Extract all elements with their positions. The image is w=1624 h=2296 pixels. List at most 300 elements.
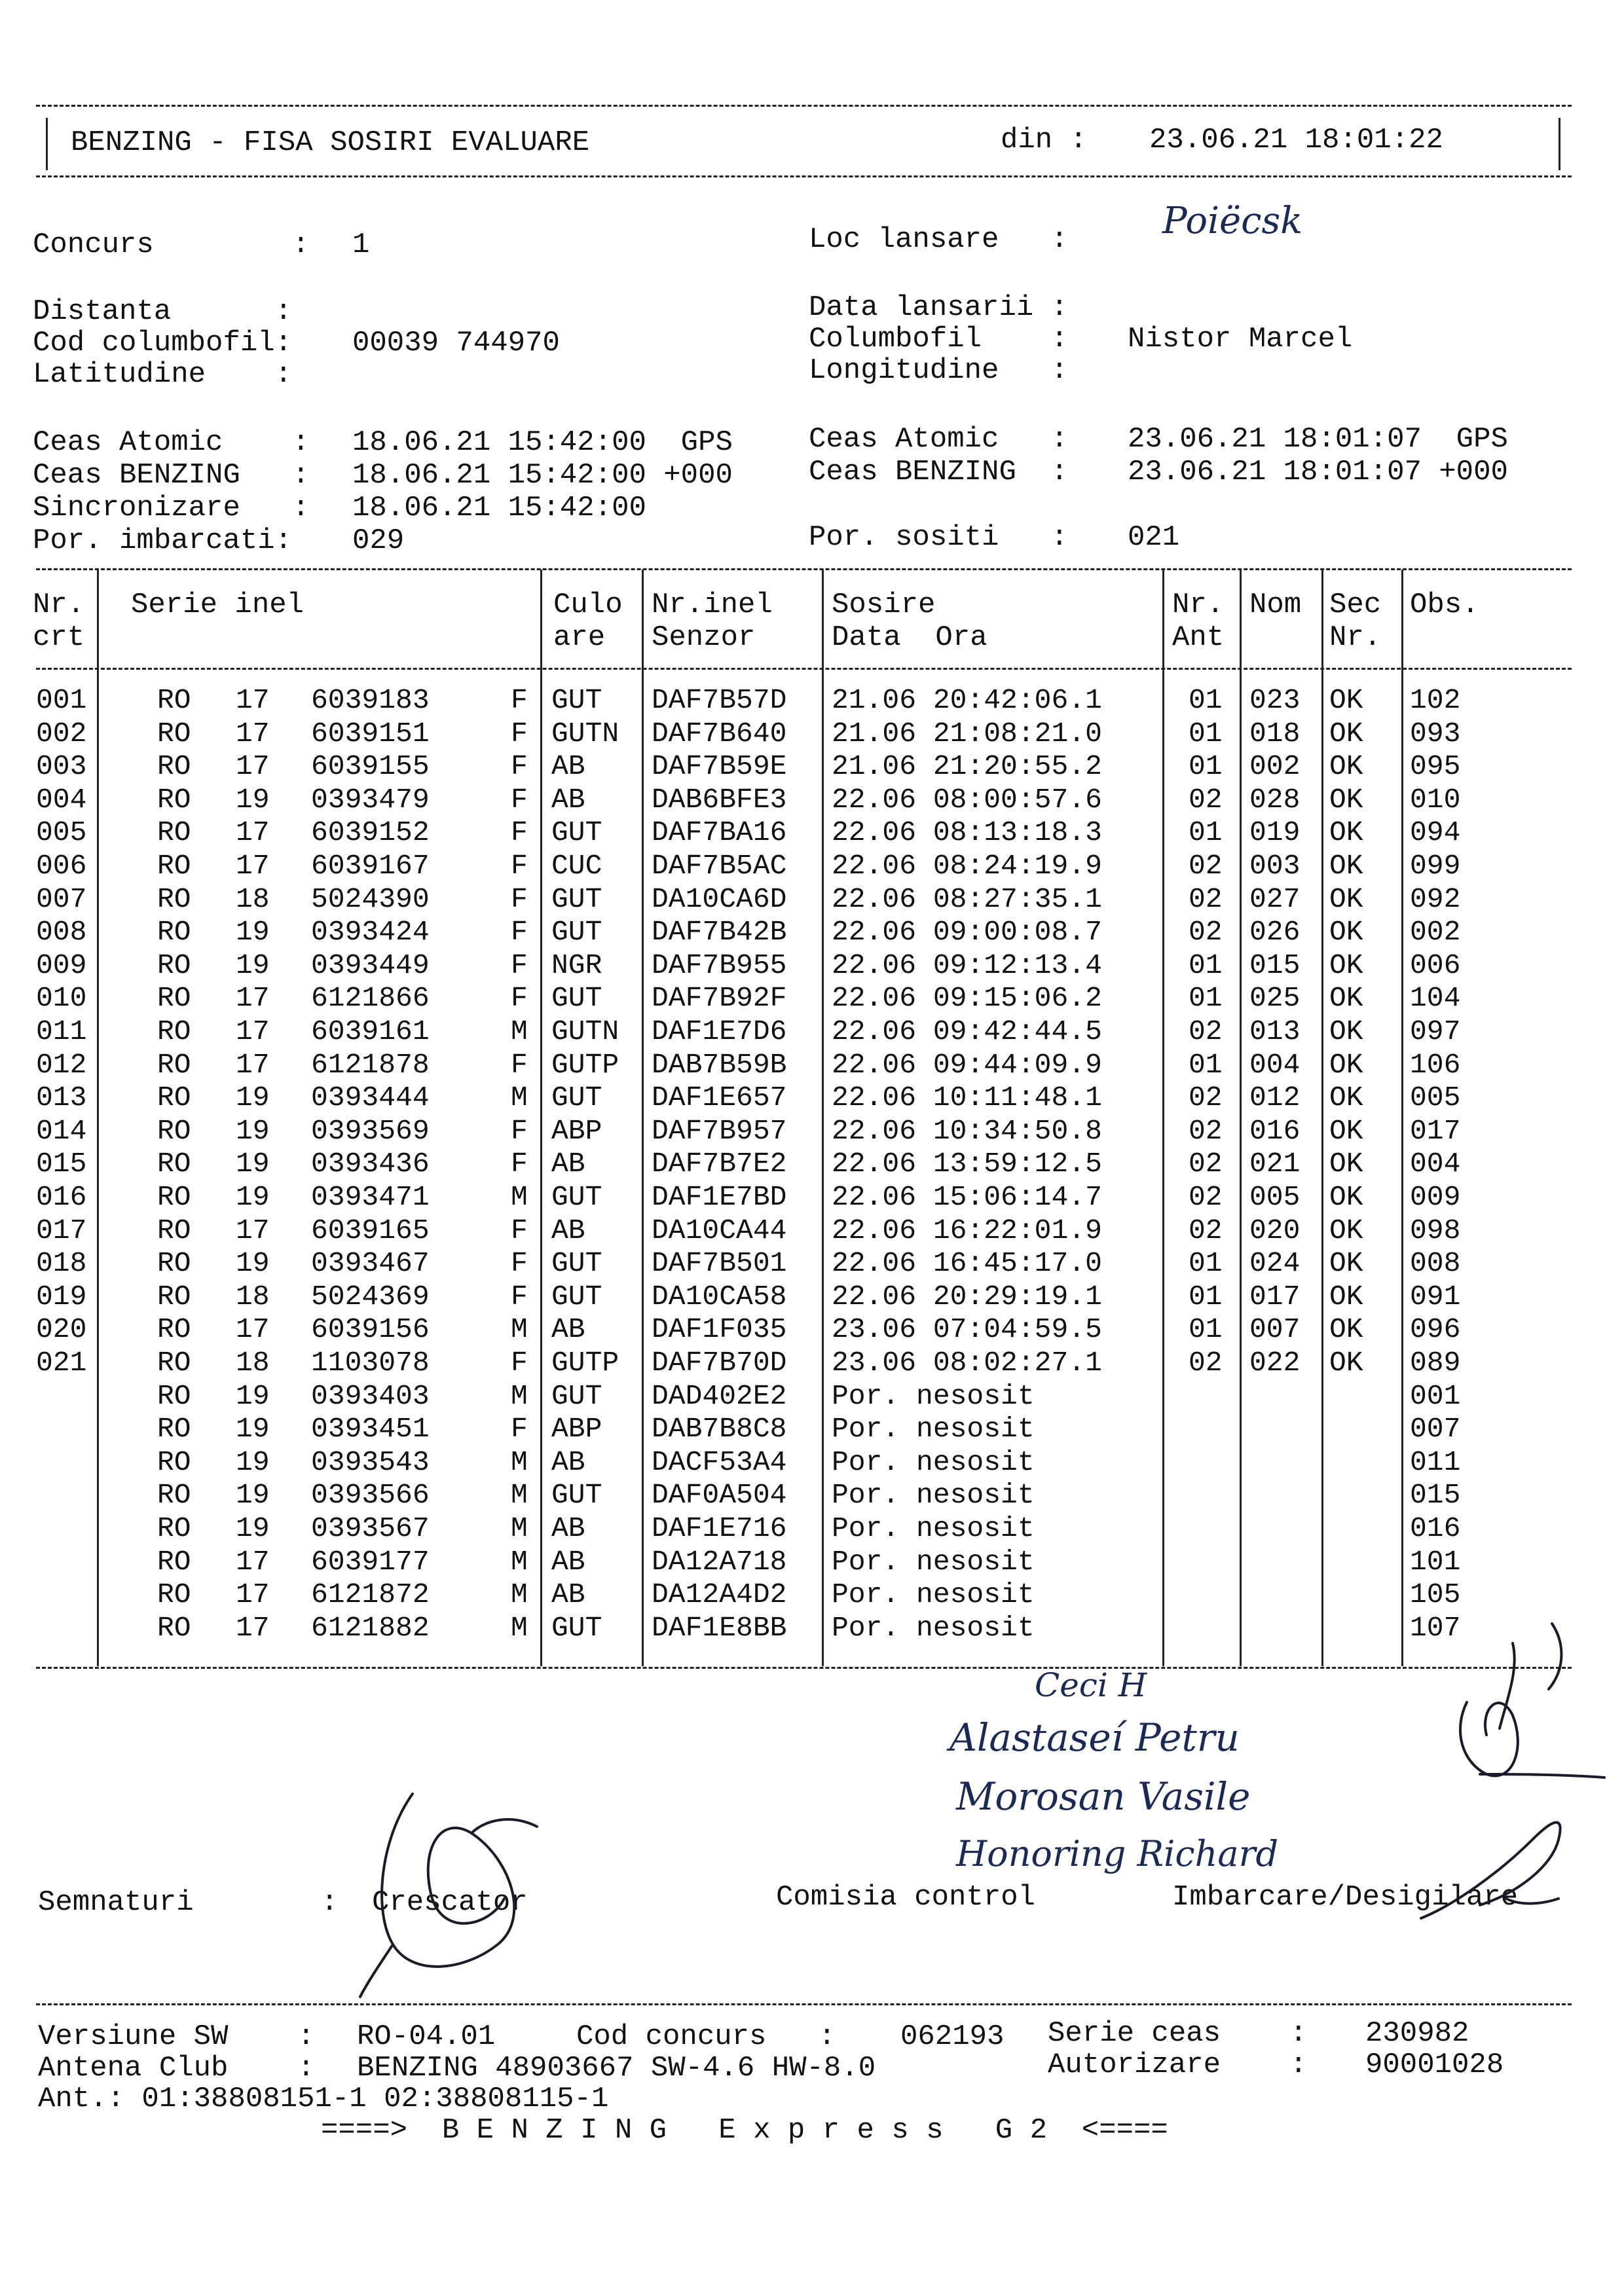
row-country: RO [157, 1281, 191, 1313]
row-sex: F [511, 949, 528, 981]
row-year: 19 [236, 1512, 270, 1544]
row-country: RO [157, 1181, 191, 1213]
row-antenna: 02 [1189, 1115, 1223, 1147]
row-sex: F [511, 916, 528, 948]
row-ring-number: 0393543 [311, 1446, 430, 1478]
row-sensor: DA10CA58 [652, 1281, 787, 1313]
row-arrival: 22.06 08:27:35.1 [832, 883, 1102, 915]
row-year: 17 [236, 1015, 270, 1048]
row-nom: 007 [1249, 1313, 1301, 1345]
row-color: AB [551, 1578, 585, 1611]
header-sosire-1: Sosire [832, 589, 936, 621]
row-ring-number: 6039167 [311, 850, 430, 882]
row-country: RO [157, 1214, 191, 1247]
row-ring-number: 6039152 [311, 816, 430, 848]
table-row [0, 1247, 1624, 1280]
row-nom: 025 [1249, 982, 1301, 1014]
row-sensor: DAF1E8BB [652, 1612, 787, 1644]
row-nom: 004 [1249, 1049, 1301, 1081]
row-arrival: 22.06 09:44:09.9 [832, 1049, 1102, 1081]
row-sex: F [511, 1281, 528, 1313]
row-crt: 006 [36, 850, 87, 882]
row-obs: 095 [1410, 750, 1461, 782]
row-arrival: 22.06 09:42:44.5 [832, 1015, 1102, 1048]
row-sex: M [511, 1512, 528, 1544]
table-top-rule [36, 568, 1572, 570]
antenna-list: Ant.: 01:38808151-1 02:38808115-1 [38, 2083, 609, 2115]
row-ring-number: 5024369 [311, 1281, 430, 1313]
header-nr-ant-1: Nr. [1172, 589, 1225, 621]
table-row [0, 1115, 1624, 1148]
row-ring-number: 6121866 [311, 982, 430, 1014]
row-antenna: 01 [1189, 816, 1223, 848]
row-sensor: DAF1E7BD [652, 1181, 787, 1213]
row-country: RO [157, 850, 191, 882]
row-year: 17 [236, 1578, 270, 1611]
row-country: RO [157, 1347, 191, 1379]
row-antenna: 02 [1189, 916, 1223, 948]
row-ring-number: 0393403 [311, 1380, 430, 1412]
concurs-label: Concurs : [33, 228, 310, 261]
row-sensor: DAF7B957 [652, 1115, 787, 1147]
row-ring-number: 6039165 [311, 1214, 430, 1247]
header-nr-crt-2: crt [33, 621, 85, 654]
row-sec: OK [1329, 982, 1363, 1014]
row-color: GUT [551, 1380, 602, 1412]
row-obs: 010 [1410, 784, 1461, 816]
imbarcare-label: Imbarcare/Desigilare [1172, 1881, 1519, 1914]
versiune-sw-label: Versiune SW : [38, 2020, 315, 2053]
row-arrival: 22.06 16:22:01.9 [832, 1214, 1102, 1247]
crescator-label: Crescator [372, 1886, 528, 1919]
row-nom: 015 [1249, 949, 1301, 981]
row-sensor: DAF7B955 [652, 949, 787, 981]
row-ring-number: 0393444 [311, 1082, 430, 1114]
row-crt: 019 [36, 1281, 87, 1313]
row-obs: 011 [1410, 1446, 1461, 1478]
row-obs: 091 [1410, 1281, 1461, 1313]
row-country: RO [157, 1578, 191, 1611]
row-year: 19 [236, 1115, 270, 1147]
row-color: GUT [551, 816, 602, 848]
distanta-label: Distanta : [33, 295, 293, 328]
row-arrival: Por. nesosit [832, 1512, 1035, 1544]
row-country: RO [157, 1148, 191, 1180]
row-arrival: 21.06 21:08:21.0 [832, 718, 1102, 750]
header-bottom-rule [36, 175, 1572, 177]
row-nom: 019 [1249, 816, 1301, 848]
row-antenna: 02 [1189, 1214, 1223, 1247]
row-crt: 005 [36, 816, 87, 848]
row-country: RO [157, 1380, 191, 1412]
row-country: RO [157, 1015, 191, 1048]
control-signature-mark-bottom [1401, 1807, 1598, 1931]
row-crt: 013 [36, 1082, 87, 1114]
row-year: 17 [236, 1049, 270, 1081]
row-ring-number: 0393449 [311, 949, 430, 981]
table-row [0, 816, 1624, 849]
row-ring-number: 0393451 [311, 1413, 430, 1445]
row-sensor: DAB7B8C8 [652, 1413, 787, 1445]
row-ring-number: 6121872 [311, 1578, 430, 1611]
row-ring-number: 5024390 [311, 883, 430, 915]
row-color: GUT [551, 1479, 602, 1511]
ceas-benzing-end-value: 23.06.21 18:01:07 +000 [1128, 456, 1508, 488]
concurs-value: 1 [352, 228, 370, 261]
row-sec: OK [1329, 850, 1363, 882]
row-color: GUTN [551, 718, 619, 750]
row-sec: OK [1329, 1281, 1363, 1313]
row-antenna: 01 [1189, 1281, 1223, 1313]
row-obs: 006 [1410, 949, 1461, 981]
row-antenna: 01 [1189, 684, 1223, 716]
row-color: GUT [551, 916, 602, 948]
cod-columbofil-value: 00039 744970 [352, 327, 560, 359]
row-sensor: DAF1E657 [652, 1082, 787, 1114]
latitudine-label: Latitudine : [33, 358, 293, 391]
row-obs: 097 [1410, 1015, 1461, 1048]
row-sensor: DAF1E716 [652, 1512, 787, 1544]
row-obs: 002 [1410, 916, 1461, 948]
header-culoare-2: are [553, 621, 606, 654]
row-ring-number: 6039177 [311, 1546, 430, 1578]
row-nom: 028 [1249, 784, 1301, 816]
row-arrival: 21.06 21:20:55.2 [832, 750, 1102, 782]
row-ring-number: 6121878 [311, 1049, 430, 1081]
table-bottom-rule [36, 1667, 1572, 1669]
row-sec: OK [1329, 718, 1363, 750]
table-header-rule [36, 668, 1572, 670]
row-antenna: 02 [1189, 1082, 1223, 1114]
row-sensor: DAF7B70D [652, 1347, 787, 1379]
row-sensor: DA12A4D2 [652, 1578, 787, 1611]
header-obs: Obs. [1410, 589, 1479, 621]
row-antenna: 01 [1189, 982, 1223, 1014]
row-sex: M [511, 1546, 528, 1578]
header-nr-inel-2: Senzor [652, 621, 756, 654]
row-country: RO [157, 718, 191, 750]
row-country: RO [157, 883, 191, 915]
comisia-control-label: Comisia control [776, 1881, 1036, 1914]
row-color: GUT [551, 1281, 602, 1313]
row-sex: M [511, 1479, 528, 1511]
row-arrival: 22.06 10:34:50.8 [832, 1115, 1102, 1147]
table-row [0, 1479, 1624, 1512]
row-crt: 009 [36, 949, 87, 981]
row-antenna: 02 [1189, 1181, 1223, 1213]
row-crt: 011 [36, 1015, 87, 1048]
header-right-border [1559, 118, 1560, 170]
loc-lansare-value: Poiëcsk [1162, 200, 1303, 242]
row-sensor: DA12A718 [652, 1546, 787, 1578]
row-sensor: DAF7B5AC [652, 850, 787, 882]
row-nom: 012 [1249, 1082, 1301, 1114]
ceas-atomic-end-label: Ceas Atomic : [809, 423, 1069, 456]
row-color: AB [551, 1546, 585, 1578]
row-obs: 094 [1410, 816, 1461, 848]
row-color: AB [551, 1446, 585, 1478]
row-year: 17 [236, 1546, 270, 1578]
row-ring-number: 6039183 [311, 684, 430, 716]
row-color: AB [551, 784, 585, 816]
row-obs: 101 [1410, 1546, 1461, 1578]
row-color: GUT [551, 883, 602, 915]
commission-signature-1: Ceci H [1035, 1666, 1147, 1704]
row-year: 17 [236, 718, 270, 750]
table-row [0, 1181, 1624, 1214]
row-nom: 018 [1249, 718, 1301, 750]
loc-lansare-label: Loc lansare : [809, 223, 1069, 256]
data-lansarii-label: Data lansarii : [809, 291, 1069, 324]
row-year: 17 [236, 750, 270, 782]
row-crt: 012 [36, 1049, 87, 1081]
row-sex: F [511, 1413, 528, 1445]
row-country: RO [157, 1546, 191, 1578]
row-arrival: 22.06 09:15:06.2 [832, 982, 1102, 1014]
row-arrival: Por. nesosit [832, 1578, 1035, 1611]
row-arrival: 22.06 08:24:19.9 [832, 850, 1102, 882]
row-year: 18 [236, 883, 270, 915]
row-sex: F [511, 784, 528, 816]
row-crt: 002 [36, 718, 87, 750]
table-row [0, 982, 1624, 1015]
header-serie-inel: Serie inel [131, 589, 304, 621]
row-sec: OK [1329, 949, 1363, 981]
row-sec: OK [1329, 816, 1363, 848]
row-antenna: 01 [1189, 1247, 1223, 1279]
row-sex: F [511, 883, 528, 915]
row-arrival: Por. nesosit [832, 1479, 1035, 1511]
row-nom: 024 [1249, 1247, 1301, 1279]
row-country: RO [157, 784, 191, 816]
row-obs: 017 [1410, 1115, 1461, 1147]
row-sex: F [511, 1247, 528, 1279]
row-ring-number: 6039161 [311, 1015, 430, 1048]
row-color: GUT [551, 1247, 602, 1279]
row-year: 19 [236, 1181, 270, 1213]
row-crt: 018 [36, 1247, 87, 1279]
row-ring-number: 6121882 [311, 1612, 430, 1644]
row-sex: F [511, 1214, 528, 1247]
row-sec: OK [1329, 750, 1363, 782]
row-crt: 001 [36, 684, 87, 716]
row-nom: 005 [1249, 1181, 1301, 1213]
header-sec-2: Nr. [1329, 621, 1382, 654]
header-nr-crt-1: Nr. [33, 589, 85, 621]
row-color: ABP [551, 1115, 602, 1147]
row-crt: 007 [36, 883, 87, 915]
row-color: GUT [551, 1082, 602, 1114]
row-nom: 021 [1249, 1148, 1301, 1180]
row-sex: M [511, 1578, 528, 1611]
table-row [0, 684, 1624, 717]
table-row [0, 916, 1624, 949]
row-sensor: DAB6BFE3 [652, 784, 787, 816]
row-country: RO [157, 1313, 191, 1345]
row-sex: F [511, 982, 528, 1014]
table-row [0, 1347, 1624, 1379]
row-color: CUC [551, 850, 602, 882]
row-sec: OK [1329, 883, 1363, 915]
sincronizare-label: Sincronizare : [33, 492, 310, 524]
row-ring-number: 0393424 [311, 916, 430, 948]
row-country: RO [157, 949, 191, 981]
row-color: ABP [551, 1413, 602, 1445]
row-color: GUTN [551, 1015, 619, 1048]
row-year: 17 [236, 684, 270, 716]
table-row [0, 1512, 1624, 1545]
row-year: 19 [236, 949, 270, 981]
row-nom: 013 [1249, 1015, 1301, 1048]
row-sensor: DAF7B92F [652, 982, 787, 1014]
row-sec: OK [1329, 1247, 1363, 1279]
footer-rule [36, 2003, 1572, 2005]
commission-signature-3: Morosan Vasile [956, 1774, 1251, 1819]
row-ring-number: 6039151 [311, 718, 430, 750]
columbofil-value: Nistor Marcel [1128, 323, 1353, 355]
row-year: 19 [236, 1380, 270, 1412]
row-arrival: 22.06 08:00:57.6 [832, 784, 1102, 816]
row-country: RO [157, 1479, 191, 1511]
row-country: RO [157, 1049, 191, 1081]
ceas-benzing-start-value: 18.06.21 15:42:00 +000 [352, 459, 733, 492]
row-year: 17 [236, 816, 270, 848]
row-obs: 005 [1410, 1082, 1461, 1114]
row-obs: 104 [1410, 982, 1461, 1014]
por-sositi-value: 021 [1128, 521, 1180, 554]
row-arrival: 22.06 10:11:48.1 [832, 1082, 1102, 1114]
row-nom: 020 [1249, 1214, 1301, 1247]
row-sec: OK [1329, 916, 1363, 948]
row-color: NGR [551, 949, 602, 981]
row-sensor: DACF53A4 [652, 1446, 787, 1478]
row-obs: 107 [1410, 1612, 1461, 1644]
row-sex: F [511, 718, 528, 750]
row-year: 19 [236, 784, 270, 816]
row-color: GUT [551, 982, 602, 1014]
row-arrival: 22.06 16:45:17.0 [832, 1247, 1102, 1279]
row-sec: OK [1329, 684, 1363, 716]
row-country: RO [157, 982, 191, 1014]
row-color: GUT [551, 1612, 602, 1644]
row-obs: 105 [1410, 1578, 1461, 1611]
row-year: 18 [236, 1347, 270, 1379]
row-sex: M [511, 1446, 528, 1478]
header-sec-1: Sec [1329, 589, 1382, 621]
row-country: RO [157, 816, 191, 848]
ceas-atomic-end-value: 23.06.21 18:01:07 GPS [1128, 423, 1508, 456]
row-sensor: DA10CA6D [652, 883, 787, 915]
row-sensor: DAF7B59E [652, 750, 787, 782]
row-country: RO [157, 916, 191, 948]
table-row [0, 1413, 1624, 1446]
row-nom: 003 [1249, 850, 1301, 882]
table-row [0, 1015, 1624, 1048]
row-sec: OK [1329, 1115, 1363, 1147]
serie-ceas-value: 230982 [1365, 2017, 1469, 2050]
date-label: din : [1001, 124, 1088, 156]
row-sec: OK [1329, 1181, 1363, 1213]
table-row [0, 1049, 1624, 1082]
semnaturi-colon: : [321, 1886, 339, 1919]
autorizare-value: 90001028 [1365, 2049, 1504, 2081]
row-year: 17 [236, 1313, 270, 1345]
row-sensor: DAF7B57D [652, 684, 787, 716]
row-sex: F [511, 1049, 528, 1081]
row-year: 17 [236, 1214, 270, 1247]
ceas-atomic-start-value: 18.06.21 15:42:00 GPS [352, 426, 733, 459]
row-sex: F [511, 1148, 528, 1180]
row-year: 19 [236, 1479, 270, 1511]
antena-club-label: Antena Club : [38, 2052, 315, 2085]
serie-ceas-label: Serie ceas : [1048, 2017, 1308, 2050]
autorizare-label: Autorizare : [1048, 2049, 1308, 2081]
row-nom: 026 [1249, 916, 1301, 948]
row-sensor: DAF7B42B [652, 916, 787, 948]
row-sensor: DA10CA44 [652, 1214, 787, 1247]
row-ring-number: 0393566 [311, 1479, 430, 1511]
row-obs: 093 [1410, 718, 1461, 750]
table-row [0, 850, 1624, 883]
row-arrival: Por. nesosit [832, 1380, 1035, 1412]
por-imbarcati-value: 029 [352, 524, 405, 557]
row-color: AB [551, 750, 585, 782]
row-nom: 022 [1249, 1347, 1301, 1379]
table-row [0, 718, 1624, 750]
table-row [0, 883, 1624, 916]
row-year: 19 [236, 1446, 270, 1478]
row-year: 19 [236, 1413, 270, 1445]
header-nom: Nom [1249, 589, 1302, 621]
cod-columbofil-label: Cod columbofil: [33, 327, 293, 359]
row-arrival: 22.06 20:29:19.1 [832, 1281, 1102, 1313]
row-color: AB [551, 1148, 585, 1180]
row-crt: 015 [36, 1148, 87, 1180]
row-country: RO [157, 1612, 191, 1644]
row-obs: 004 [1410, 1148, 1461, 1180]
header-left-border [46, 118, 48, 170]
row-sex: M [511, 1313, 528, 1345]
row-year: 17 [236, 850, 270, 882]
row-year: 19 [236, 1247, 270, 1279]
row-crt: 008 [36, 916, 87, 948]
row-nom: 023 [1249, 684, 1301, 716]
row-arrival: Por. nesosit [832, 1446, 1035, 1478]
row-ring-number: 0393436 [311, 1148, 430, 1180]
row-ring-number: 6039156 [311, 1313, 430, 1345]
row-arrival: 22.06 15:06:14.7 [832, 1181, 1102, 1213]
table-row [0, 1612, 1624, 1645]
row-ring-number: 6039155 [311, 750, 430, 782]
document-title: BENZING - FISA SOSIRI EVALUARE [71, 126, 590, 159]
row-sex: F [511, 850, 528, 882]
row-antenna: 02 [1189, 1015, 1223, 1048]
row-country: RO [157, 1512, 191, 1544]
row-sensor: DAF1F035 [652, 1313, 787, 1345]
row-country: RO [157, 750, 191, 782]
row-year: 19 [236, 1148, 270, 1180]
row-antenna: 01 [1189, 1049, 1223, 1081]
header-nr-ant-2: Ant [1172, 621, 1225, 654]
row-ring-number: 1103078 [311, 1347, 430, 1379]
row-obs: 098 [1410, 1214, 1461, 1247]
row-country: RO [157, 1413, 191, 1445]
row-antenna: 02 [1189, 1347, 1223, 1379]
row-ring-number: 0393471 [311, 1181, 430, 1213]
table-row [0, 1546, 1624, 1578]
row-year: 17 [236, 982, 270, 1014]
row-sex: F [511, 684, 528, 716]
